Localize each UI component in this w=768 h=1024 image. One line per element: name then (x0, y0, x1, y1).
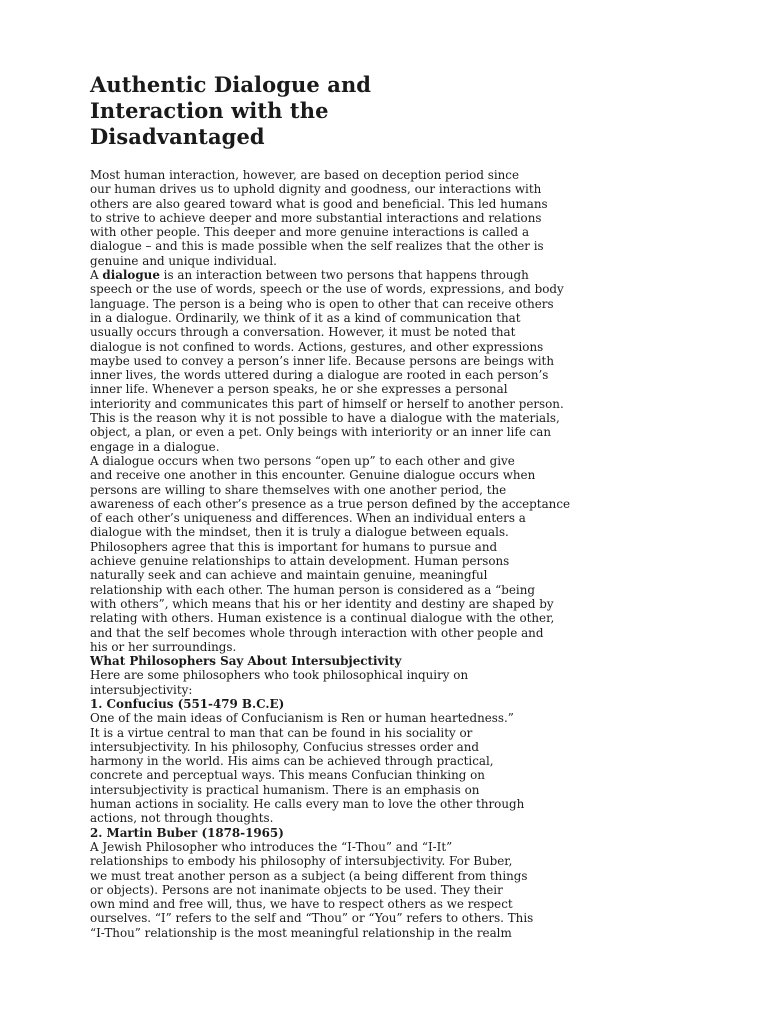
confucius-line: actions, not through thoughts. (90, 811, 274, 826)
body-line: with other people. This deeper and more genuine interactions is called a (90, 225, 530, 240)
body-line: maybe used to convey a person’s inner life. Because persons are beings with (90, 353, 554, 368)
body-line: relating with others. Human existence is a continual dialogue with the other, (90, 611, 555, 626)
body-line: awareness of each other’s presence as a true person defined by the acceptance (90, 496, 571, 511)
buber-line: relationships to embody his philosophy of intersubjectivity. For Buber, (90, 854, 513, 869)
confucius-line: human actions in sociality. He calls every man to love the other through (90, 797, 525, 812)
body-line: genuine and unique individual. (90, 253, 277, 268)
body-line: usually occurs through a conversation. However, it must be noted that (90, 325, 516, 340)
body-line: dialogue with the mindset, then it is truly a dialogue between equals. (90, 525, 509, 540)
body-line: inner life. Whenever a person speaks, he or she expresses a personal (90, 382, 508, 397)
body-line: A dialogue occurs when two persons “open up” to each other and give (90, 453, 515, 468)
confucius-line: intersubjectivity is practical humanism. There is an emphasis on (90, 782, 480, 797)
title-line: Disadvantaged (90, 124, 265, 149)
body-line: speech or the use of words, speech or the use of words, expressions, and body (90, 282, 564, 297)
body-line: with others”, which means that his or her identity and destiny are shaped by (90, 596, 554, 611)
body-line: This is the reason why it is not possible to have a dialogue with the materials, (90, 411, 560, 426)
section-intro-line: Here are some philosophers who took philosophical inquiry on (90, 668, 469, 683)
body-line: inner lives, the words uttered during a dialogue are rooted in each person’s (90, 368, 549, 383)
body-line: and receive one another in this encounter. Genuine dialogue occurs when (90, 468, 536, 483)
buber-line: “I-Thou” relationship is the most meaningful relationship in the realm (90, 925, 512, 940)
body-line: object, a plan, or even a pet. Only beings with interiority or an inner life can (90, 425, 551, 440)
body-line: his or her surroundings. (90, 639, 237, 654)
document-title (90, 72, 682, 150)
confucius-line: It is a virtue central to man that can be found in his sociality or (90, 725, 473, 740)
body-line: of each other’s uniqueness and differences. When an individual enters a (90, 511, 526, 526)
body-line: dialogue is not confined to words. Actions, gestures, and other expressions (90, 339, 544, 354)
body-line: in a dialogue. Ordinarily, we think of it as a kind of communication that (90, 310, 521, 325)
body-line: interiority and communicates this part of himself or herself to another person. (90, 396, 564, 411)
confucius-line: intersubjectivity. In his philosophy, Confucius stresses order and (90, 739, 480, 754)
title-line: Interaction with the (90, 98, 329, 123)
confucius-line: One of the main ideas of Confucianism is Ren or human heartedness.” (90, 711, 514, 726)
body-line: Philosophers agree that this is important for humans to pursue and (90, 539, 498, 554)
section-intro-line: intersubjectivity: (90, 682, 193, 697)
confucius-line: concrete and perceptual ways. This means Confucian thinking on (90, 768, 485, 783)
body-line: language. The person is a being who is open to other that can receive others (90, 296, 554, 311)
body-line: to strive to achieve deeper and more substantial interactions and relations (90, 210, 542, 225)
body-line: Most human interaction, however, are based on deception period since (90, 168, 519, 182)
body-line: achieve genuine relationships to attain development. Human persons (90, 554, 510, 569)
body-line: dialogue – and this is made possible when the self realizes that the other is (90, 239, 544, 254)
body-line: engage in a dialogue. (90, 439, 220, 454)
dialogue-prefix: A (90, 268, 103, 283)
dialogue-term: dialogue (102, 268, 160, 283)
confucius-heading: 1. Confucius (551-479 B.C.E) (90, 696, 285, 711)
buber-line: or objects). Persons are not inanimate objects to be used. They their (90, 882, 503, 897)
buber-heading: 2. Martin Buber (1878-1965) (90, 825, 284, 840)
body-line: naturally seek and can achieve and maintain genuine, meaningful (90, 568, 488, 583)
body-line: relationship with each other. The human person is considered as a “being (90, 582, 535, 597)
document-body (90, 168, 682, 940)
body-line: our human drives us to uphold dignity and goodness, our interactions with (90, 182, 542, 197)
buber-line: A Jewish Philosopher who introduces the “I-Thou” and “I-It” (90, 839, 453, 854)
buber-line: ourselves. “I” refers to the self and “Thou” or “You” refers to others. This (90, 911, 534, 926)
section-heading: What Philosophers Say About Intersubjectivity (90, 654, 402, 669)
document-page (90, 72, 682, 940)
body-line: others are also geared toward what is good and beneficial. This led humans (90, 196, 548, 211)
buber-line: we must treat another person as a subject (a being different from things (90, 868, 528, 883)
body-line: persons are willing to share themselves with one another period, the (90, 482, 507, 497)
body-line: and that the self becomes whole through interaction with other people and (90, 625, 544, 640)
dialogue-definition-line (90, 268, 682, 282)
confucius-line: harmony in the world. His aims can be achieved through practical, (90, 754, 494, 769)
buber-line: own mind and free will, thus, we have to respect others as we respect (90, 897, 513, 912)
dialogue-suffix: is an interaction between two persons that happens through (159, 268, 529, 283)
title-line: Authentic Dialogue and (90, 72, 372, 97)
